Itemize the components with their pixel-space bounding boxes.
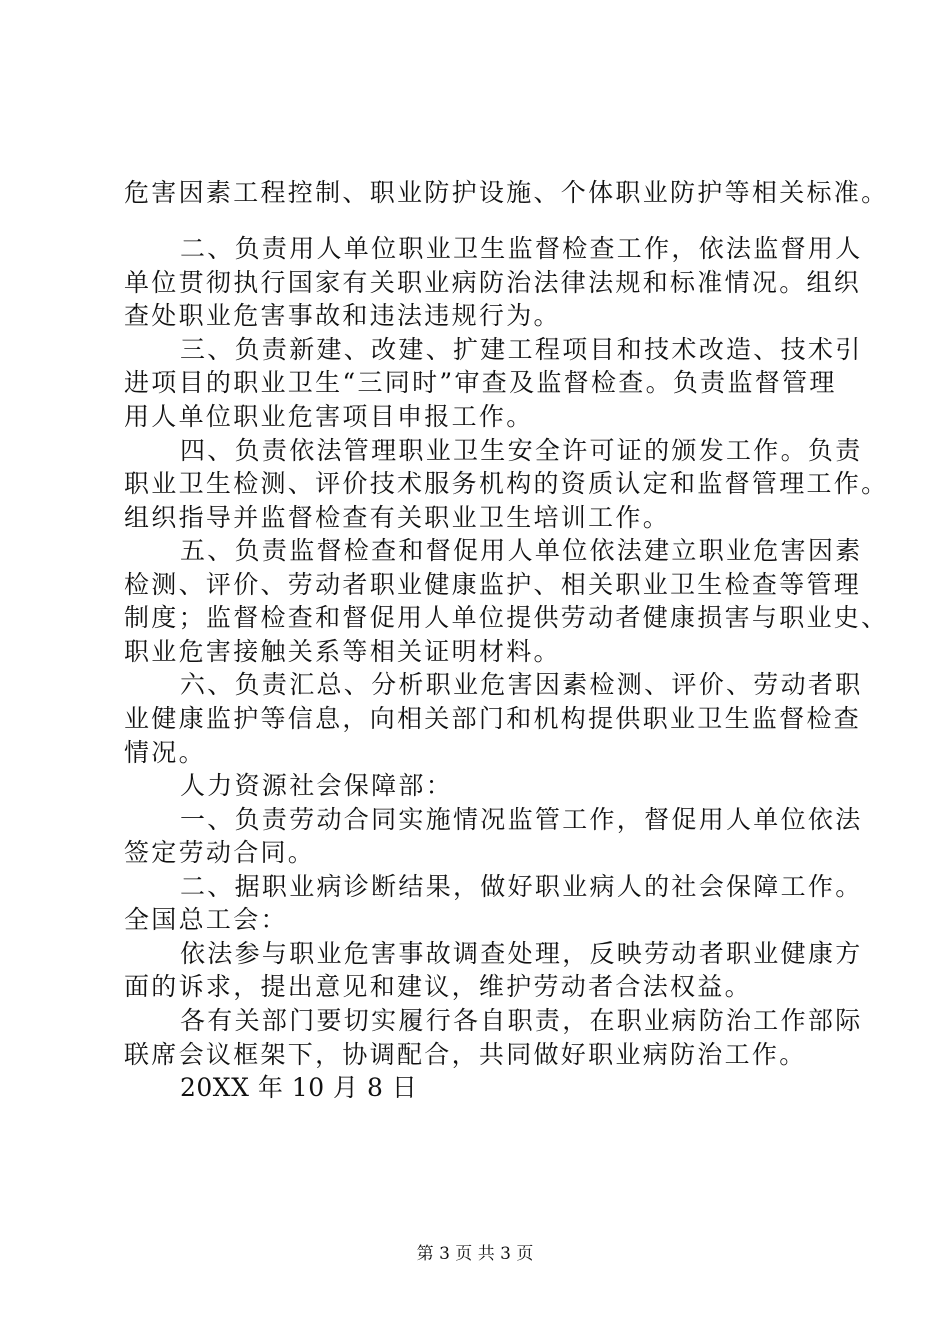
text-line: 联席会议框架下，协调配合，共同做好职业病防治工作。 <box>124 1040 807 1069</box>
text-line: 三、负责新建、改建、扩建工程项目和技术改造、技术引 <box>180 335 863 364</box>
text-line: 进项目的职业卫生“三同时”审查及监督检查。负责监督管理 <box>124 368 837 397</box>
text-line: 签定劳动合同。 <box>124 838 316 867</box>
text-line: 二、负责用人单位职业卫生监督检查工作，依法监督用人 <box>180 234 863 263</box>
section-heading: 全国总工会： <box>124 905 288 934</box>
section-heading: 人力资源社会保障部： <box>180 771 454 800</box>
text-line: 用人单位职业危害项目申报工作。 <box>124 402 534 431</box>
text-line: 单位贯彻执行国家有关职业病防治法律法规和标准情况。组织 <box>124 268 862 297</box>
text-line: 职业卫生检测、评价技术服务机构的资质认定和监督管理工作。 <box>124 469 889 498</box>
text-line: 危害因素工程控制、职业防护设施、个体职业防护等相关标准。 <box>124 178 889 207</box>
text-line: 各有关部门要切实履行各自职责，在职业病防治工作部际 <box>180 1006 863 1035</box>
text-line: 情况。 <box>124 738 206 767</box>
document-date: 20XX 年 10 月 8 日 <box>180 1073 418 1102</box>
text-line: 六、负责汇总、分析职业危害因素检测、评价、劳动者职 <box>180 670 863 699</box>
text-line: 五、负责监督检查和督促用人单位依法建立职业危害因素 <box>180 536 863 565</box>
text-line: 面的诉求，提出意见和建议，维护劳动者合法权益。 <box>124 972 752 1001</box>
text-line: 职业危害接触关系等相关证明材料。 <box>124 637 561 666</box>
text-line: 二、据职业病诊断结果，做好职业病人的社会保障工作。 <box>180 872 863 901</box>
text-line: 依法参与职业危害事故调查处理，反映劳动者职业健康方 <box>180 939 863 968</box>
text-line: 检测、评价、劳动者职业健康监护、相关职业卫生检查等管理 <box>124 570 862 599</box>
text-line: 一、负责劳动合同实施情况监管工作，督促用人单位依法 <box>180 805 863 834</box>
page-number: 第 3 页 共 3 页 <box>416 1244 534 1264</box>
text-line: 制度；监督检查和督促用人单位提供劳动者健康损害与职业史、 <box>124 603 889 632</box>
text-line: 四、负责依法管理职业卫生安全许可证的颁发工作。负责 <box>180 436 863 465</box>
text-line: 查处职业危害事故和违法违规行为。 <box>124 301 561 330</box>
text-line: 业健康监护等信息，向相关部门和机构提供职业卫生监督检查 <box>124 704 862 733</box>
text-line: 组织指导并监督检查有关职业卫生培训工作。 <box>124 503 671 532</box>
